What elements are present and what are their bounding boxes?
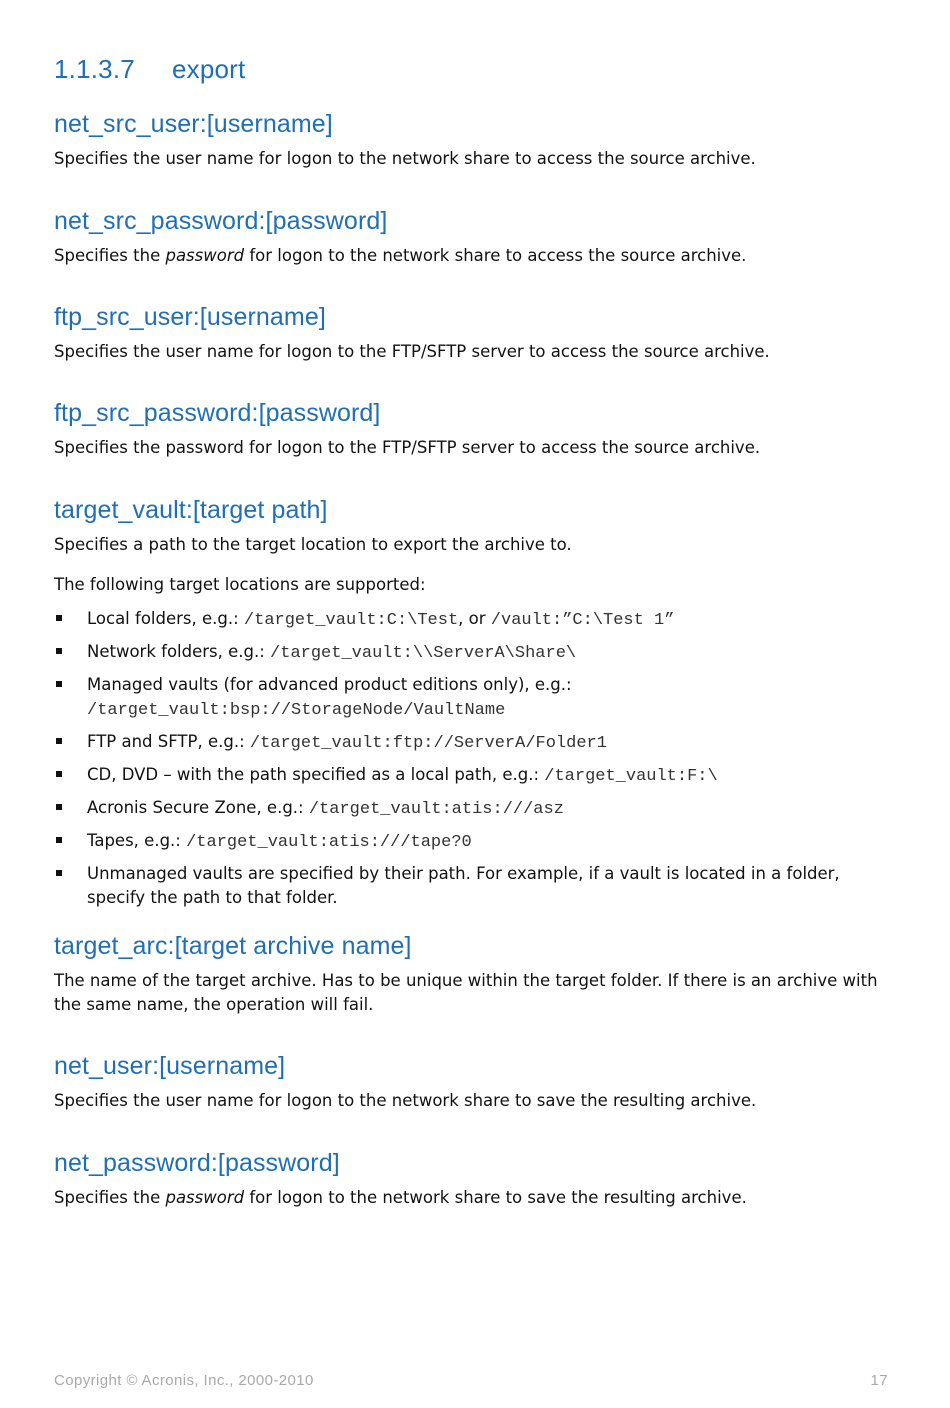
- code-example: /target_vault:bsp://StorageNode/VaultName: [87, 701, 506, 720]
- param-description: The name of the target archive. Has to be unique within the target folder. If there is an archive with the same name, the operation will fail.: [54, 971, 878, 1014]
- target-locations-list: [54, 607, 894, 910]
- bullet-square-icon: [56, 870, 62, 876]
- desc-text: Specifies the: [54, 1188, 166, 1207]
- param-ftp-src-password: [54, 398, 894, 460]
- desc-emphasis: password: [165, 1188, 245, 1207]
- code-example: /target_vault:ftp://ServerA/Folder1: [249, 734, 607, 753]
- param-heading: net_password:[password]: [54, 1149, 340, 1177]
- param-net-src-password: [54, 206, 894, 268]
- param-description: Specifies the user name for logon to the FTP/SFTP server to access the source archive.: [54, 342, 770, 361]
- section-title: export: [172, 54, 246, 84]
- bullet-square-icon: [56, 648, 62, 654]
- param-description: [54, 244, 894, 268]
- param-heading: ftp_src_password:[password]: [54, 399, 381, 427]
- list-item-text: Network folders, e.g.:: [87, 642, 271, 661]
- code-example: /target_vault:F:\: [544, 767, 718, 786]
- list-item-text: CD, DVD – with the path specified as a local path, e.g.:: [87, 765, 545, 784]
- param-ftp-src-user: [54, 302, 894, 364]
- list-item: [54, 730, 894, 756]
- list-item: [54, 862, 894, 910]
- param-description: [54, 1186, 894, 1210]
- param-heading: target_vault:[target path]: [54, 496, 328, 524]
- param-target-arc: [54, 931, 894, 1017]
- list-item-text: Unmanaged vaults are specified by their path. For example, if a vault is located in a folder, specify the path to that folder.: [87, 864, 840, 907]
- list-item-text: Acronis Secure Zone, e.g.:: [87, 798, 309, 817]
- param-net-src-user: [54, 109, 894, 171]
- list-item: [54, 829, 894, 855]
- param-net-password: [54, 1148, 894, 1210]
- code-example: /vault:”C:\Test 1”: [490, 611, 675, 630]
- desc-text: Specifies the: [54, 246, 166, 265]
- code-example: /target_vault:\\ServerA\Share\: [270, 644, 577, 663]
- bullet-square-icon: [56, 837, 62, 843]
- param-heading: target_arc:[target archive name]: [54, 932, 412, 960]
- list-item-text: , or: [458, 609, 491, 628]
- page-number: 17: [870, 1372, 888, 1389]
- list-item-text: FTP and SFTP, e.g.:: [87, 732, 250, 751]
- copyright-text: Copyright © Acronis, Inc., 2000-2010: [54, 1372, 314, 1389]
- param-heading: ftp_src_user:[username]: [54, 303, 326, 331]
- list-item-text: Managed vaults (for advanced product editions only), e.g.:: [87, 675, 572, 694]
- list-item: [54, 607, 894, 633]
- list-item: [54, 673, 894, 723]
- bullet-square-icon: [56, 804, 62, 810]
- param-heading: net_src_password:[password]: [54, 207, 388, 235]
- section-number: 1.1.3.7: [54, 54, 135, 84]
- desc-text: for logon to the network share to save the resulting archive.: [244, 1188, 747, 1207]
- desc-text: for logon to the network share to access the source archive.: [244, 246, 747, 265]
- param-heading: net_user:[username]: [54, 1052, 286, 1080]
- param-net-user: [54, 1051, 894, 1113]
- bullet-square-icon: [56, 738, 62, 744]
- list-item: [54, 763, 894, 789]
- page-footer: [54, 1372, 888, 1389]
- param-description: Specifies the user name for logon to the network share to access the source archive.: [54, 149, 756, 168]
- param-description: Specifies a path to the target location to export the archive to.: [54, 535, 572, 554]
- code-example: /target_vault:atis:///tape?0: [186, 833, 472, 852]
- param-description: Specifies the user name for logon to the network share to save the resulting archive.: [54, 1091, 757, 1110]
- desc-emphasis: password: [165, 246, 245, 265]
- list-item: [54, 796, 894, 822]
- bullet-square-icon: [56, 771, 62, 777]
- bullet-square-icon: [56, 615, 62, 621]
- list-item-text: Local folders, e.g.:: [87, 609, 244, 628]
- bullet-square-icon: [56, 681, 62, 687]
- code-example: /target_vault:atis:///asz: [308, 800, 564, 819]
- list-item: [54, 640, 894, 666]
- param-subtext: The following target locations are supported:: [54, 575, 426, 594]
- param-description: Specifies the password for logon to the FTP/SFTP server to access the source archive.: [54, 438, 761, 457]
- code-example: /target_vault:C:\Test: [243, 611, 459, 630]
- param-heading: net_src_user:[username]: [54, 110, 333, 138]
- section-heading: [54, 54, 245, 85]
- param-target-vault: [54, 495, 894, 917]
- list-item-text: Tapes, e.g.:: [87, 831, 187, 850]
